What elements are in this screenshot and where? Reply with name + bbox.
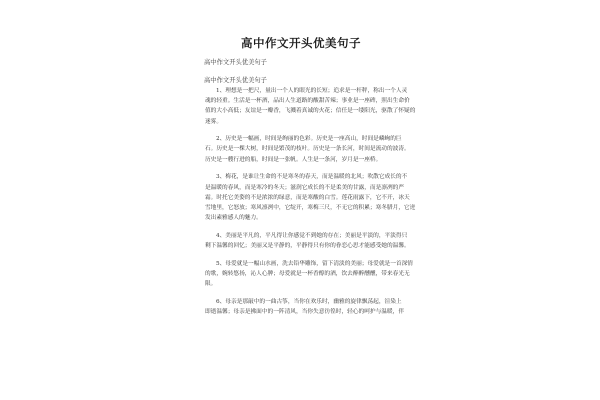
paragraph bbox=[205, 259, 419, 290]
document-subtitle: 高中作文开头优美句子 bbox=[204, 77, 267, 84]
text-line: 雪地里，它怒放；寒风凛冽中，它绽开，寒梅三尺，不无它的积累；寒冬腊月，它迸 bbox=[205, 204, 416, 211]
document-page bbox=[170, 0, 432, 400]
text-line: 6、母亲是那敲中的一曲古筝，当你在欢乐时，幽雅的旋律飘荡起，渲染上 bbox=[216, 298, 402, 305]
text-line: 迷雾。 bbox=[205, 118, 223, 125]
text-line: 5、母爱就是一幅山水画，洗去铅华雕饰，留下清淡的美丽；母爱就是一首深情 bbox=[216, 260, 413, 267]
text-line: 限。 bbox=[205, 281, 217, 287]
paragraph bbox=[205, 231, 419, 251]
text-line: 的歌，婉转悠扬，沁人心脾；母爱就是一杯香醇的酒，饮去醉醉醺醺，带来春光无 bbox=[205, 270, 410, 277]
paragraph bbox=[205, 134, 419, 165]
paragraph bbox=[205, 172, 419, 223]
text-line: 霜。时托它美姿的不是浓浓的绿意，而是寒酸的白雪。莲花雨露下，它不开，冰天 bbox=[205, 194, 410, 201]
text-line: 剩下温馨的回忆；美丽又是平静的，平静得只有你的眷恋心思才能感受她的温馨。 bbox=[205, 242, 410, 249]
text-line: 值的大小高低；友谊是一瓣香，飞溅着真诚的火花；信任是一缕阳光，驱散了怀疑的 bbox=[205, 108, 416, 115]
text-line: 2、历史是一幅画，时间是绚丽的色彩。历史是一座高山，时间是嶙峋的巨 bbox=[216, 136, 402, 143]
document-body bbox=[205, 86, 419, 325]
text-line: 发出素雅感人的魅力。 bbox=[205, 215, 262, 222]
text-line: 1、理想是一把尺，量出一个人的眼光的长短；追求是一杆秤，称出一个人灵 bbox=[216, 88, 408, 94]
text-line: 3、梅花，是谁让生命的不是寒冬的春天，而是温暖的北风；吹散它成长的不 bbox=[216, 174, 408, 181]
text-line: 即逝温馨；母亲是拂面中的一阵清风，当你失意彷徨时，轻心的呵护与温暖，伴 bbox=[205, 308, 405, 315]
document-title: 高中作文开头优美句子 bbox=[241, 36, 361, 50]
paragraph bbox=[205, 86, 419, 127]
text-line: 魂的轻重。生活是一杯酒，品出人生道路的酸甜苦辣；事业是一座碑，照出生命价 bbox=[205, 98, 410, 105]
document-subtitle: 高中作文开头优美句子 bbox=[204, 59, 267, 66]
text-line: 历史是一艘行进的船，时间是一张帆。人生是一条河，岁月是一座桥。 bbox=[205, 156, 382, 163]
paragraph bbox=[205, 297, 419, 317]
text-line: 石。历史是一棵大树，时间是繁茂的枝叶。历史是一条长河，时间是流动的波涛。 bbox=[205, 146, 410, 153]
text-line: 4、美丽是平凡的，平凡得让你感觉不到她的存在；美丽是平淡的，平淡得只 bbox=[216, 232, 408, 239]
text-line: 是温暖的春风，而是寒冷的冬天；滋润它成长的不是柔美的甘露，而是凛冽的严 bbox=[205, 184, 405, 191]
